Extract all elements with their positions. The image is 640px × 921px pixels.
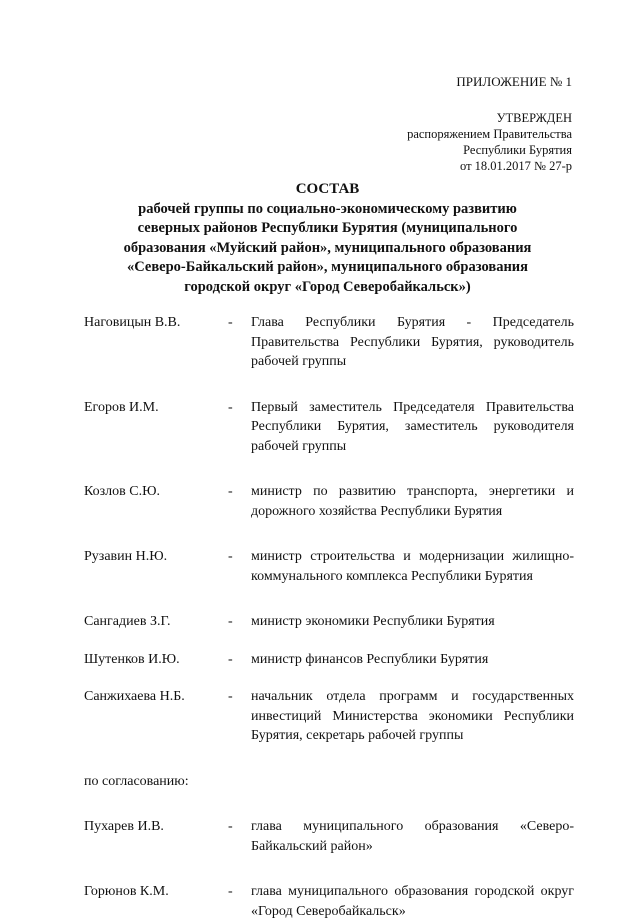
approved-label: УТВЕРЖДЕН <box>496 111 572 125</box>
dash-separator: - <box>228 399 233 415</box>
dash-separator: - <box>228 484 233 499</box>
member-name: Шутенков И.Ю. <box>84 651 180 667</box>
member-role: начальник отдела программ и государственных инвестиций Министерства экономики Республики Бурятия, секретарь рабочей группы <box>251 689 574 743</box>
member-role: Первый заместитель Председателя Правительства Республики Бурятия, заместитель руководителя рабочей группы <box>251 399 574 454</box>
member-row <box>84 687 574 746</box>
dash-separator: - <box>228 315 233 330</box>
appendix-label: ПРИЛОЖЕНИЕ № 1 <box>456 74 572 89</box>
member-name: Пухарев И.В. <box>84 819 164 834</box>
title-line: северных районов Республики Бурятия (муниципального <box>137 220 518 237</box>
member-name: Рузавин Н.Ю. <box>84 549 168 564</box>
agreement-heading: по согласованию: <box>84 773 189 789</box>
member-role: министр по развитию транспорта, энергетики и дорожного хозяйства Республики Бурятия <box>251 484 574 519</box>
member-row <box>84 482 574 521</box>
dash-separator: - <box>228 884 233 899</box>
member-name: Санжихаева Н.Б. <box>84 689 185 704</box>
dash-separator: - <box>228 651 233 667</box>
member-name: Горюнов К.М. <box>84 884 169 899</box>
agreed-member-row <box>84 882 574 921</box>
dash-separator: - <box>228 614 233 629</box>
member-row <box>84 398 574 457</box>
title-line: «Северо-Байкальский район», муниципального образования <box>126 259 528 276</box>
member-role: глава муниципального образования «Северо-Байкальский район» <box>251 819 574 854</box>
agreed-member-row <box>84 817 574 856</box>
approved-by-line2: Республики Бурятия <box>463 143 572 157</box>
member-role: министр экономики Республики Бурятия <box>251 614 495 629</box>
title-main: СОСТАВ <box>295 181 360 197</box>
member-row <box>84 547 574 586</box>
approval-date-line: от 18.01.2017 № 27-р <box>459 159 572 173</box>
dash-separator: - <box>228 819 233 834</box>
dash-separator: - <box>228 549 233 564</box>
approved-by-line1: распоряжением Правительства <box>407 127 572 141</box>
approval-header <box>407 74 572 174</box>
dash-separator: - <box>228 689 233 704</box>
member-name: Козлов С.Ю. <box>84 484 160 499</box>
title-line: городской округ «Город Северобайкальск») <box>184 278 471 295</box>
members-list <box>84 313 574 921</box>
member-name: Егоров И.М. <box>84 399 159 415</box>
member-role: министр финансов Республики Бурятия <box>251 651 489 667</box>
member-name: Наговицын В.В. <box>84 315 181 330</box>
member-role: глава муниципального образования городской округ «Город Северобайкальск» <box>251 884 574 919</box>
member-row <box>84 650 574 670</box>
member-row <box>84 313 574 372</box>
title-line: образования «Муйский район», муниципального образования <box>123 239 532 256</box>
title-line: рабочей группы по социально-экономическому развитию <box>138 200 517 217</box>
member-row <box>84 612 574 632</box>
document-title <box>60 180 595 298</box>
member-role: Глава Республики Бурятия - Председатель Правительства Республики Бурятия, руководитель рабочей группы <box>251 315 574 369</box>
member-role: министр строительства и модернизации жилищно-коммунального комплекса Республики Бурятия <box>251 549 574 584</box>
member-name: Сангадиев З.Г. <box>84 614 171 629</box>
